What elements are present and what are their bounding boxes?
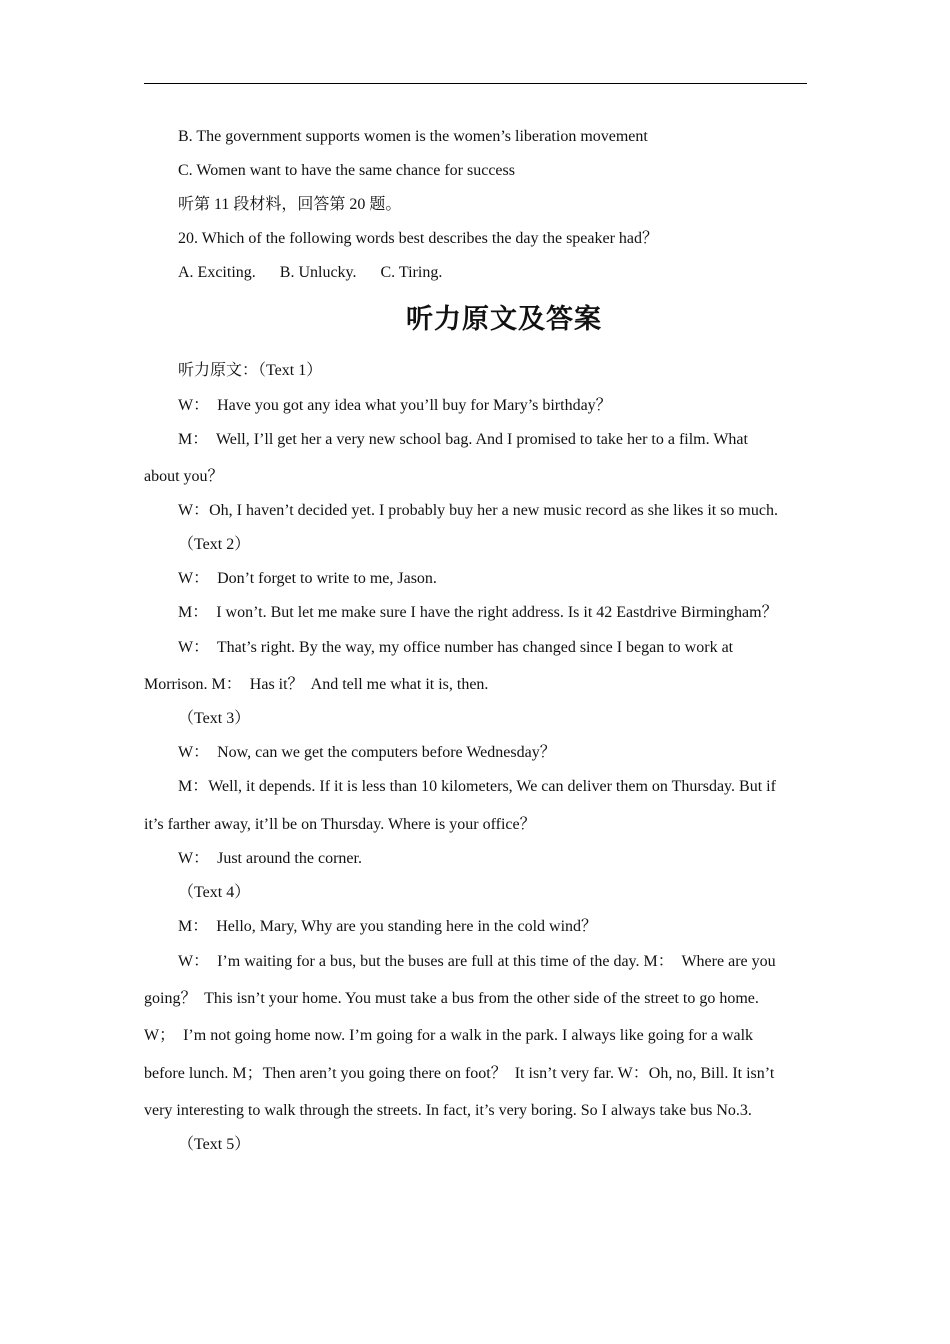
- transcript-heading-text3: （Text 3）: [178, 710, 251, 727]
- transcript-line: W： Now, can we get the computers before Wednesday？: [178, 744, 556, 761]
- transcript-line: M：Well, it depends. If it is less than 10 kilometers, We can deliver them on Thursday. But if: [178, 778, 776, 795]
- transcript-line: going？ This isn’t your home. You must take a bus from the other side of the street to go home.: [144, 990, 759, 1007]
- transcript-line: Morrison. M： Has it？ And tell me what it is, then.: [144, 676, 489, 693]
- section-title: 听力原文及答案: [406, 304, 602, 335]
- question-20-options: A. Exciting. B. Unlucky. C. Tiring.: [178, 264, 443, 281]
- transcript-line: W： Just around the corner.: [178, 850, 362, 867]
- transcript-heading-text2: （Text 2）: [178, 536, 251, 553]
- transcript-line: W； I’m not going home now. I’m going for a walk in the park. I always like going for a walk: [144, 1027, 754, 1044]
- transcript-heading-text1: 听力原文：（Text 1）: [178, 362, 323, 379]
- transcript-line: very interesting to walk through the streets. In fact, it’s very boring. So I always take bus No.3.: [144, 1102, 752, 1119]
- transcript-heading-text4: （Text 4）: [178, 884, 251, 901]
- transcript-line: W： That’s right. By the way, my office number has changed since I began to work at: [178, 639, 734, 656]
- transcript-line: W： Have you got any idea what you’ll buy for Mary’s birthday？: [178, 397, 612, 414]
- question-20: 20. Which of the following words best describes the day the speaker had？: [178, 230, 659, 247]
- transcript-line: W： I’m waiting for a bus, but the buses are full at this time of the day. M： Where are you: [178, 953, 776, 970]
- transcript-line: W：Oh, I haven’t decided yet. I probably buy her a new music record as she likes it so much.: [178, 502, 778, 519]
- section-instruction-11: 听第 11 段材料，回答第 20 题。: [178, 196, 402, 213]
- option-19b: B. The government supports women is the women’s liberation movement: [178, 128, 648, 145]
- transcript-line: M： Hello, Mary, Why are you standing here in the cold wind？: [178, 918, 598, 935]
- transcript-line: before lunch. M；Then aren’t you going there on foot？ It isn’t very far. W：Oh, no, Bill. It isn’t: [144, 1065, 775, 1082]
- transcript-line: about you？: [144, 468, 224, 485]
- transcript-heading-text5: （Text 5）: [178, 1136, 251, 1153]
- option-19c: C. Women want to have the same chance for success: [178, 162, 515, 179]
- transcript-line: W： Don’t forget to write to me, Jason.: [178, 570, 437, 587]
- transcript-line: it’s farther away, it’ll be on Thursday. Where is your office？: [144, 816, 536, 833]
- transcript-line: M： I won’t. But let me make sure I have the right address. Is it 42 Eastdrive Birmingham？: [178, 604, 778, 621]
- transcript-line: M： Well, I’ll get her a very new school bag. And I promised to take her to a film. What: [178, 431, 748, 448]
- header-rule: [144, 83, 807, 84]
